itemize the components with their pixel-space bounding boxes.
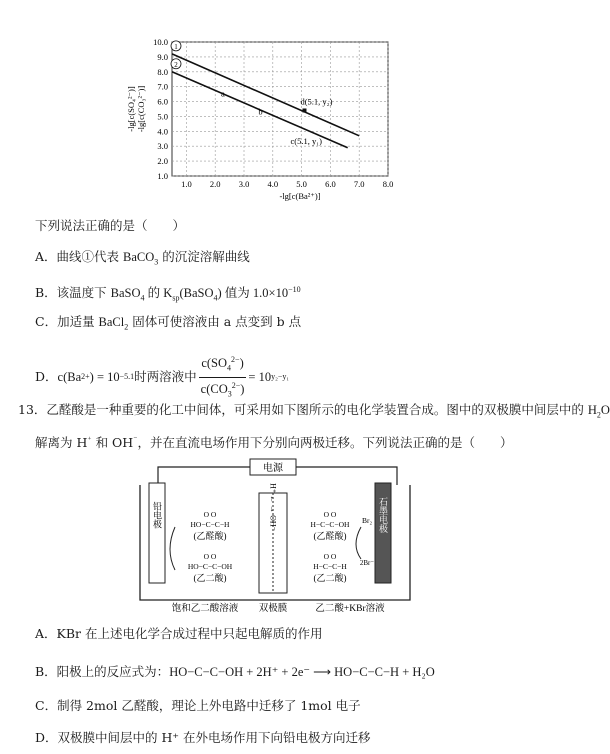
- q13-stem-line1: 13．乙醛酸是一种重要的化工中间体，可采用如下图所示的电化学装置合成。图中的双极膜中间层中的 $H_2O$: [18, 402, 610, 420]
- y-tick-label: 2.0: [157, 156, 168, 167]
- y-axis-label-top: -lg[c(SO₄²⁻)]: [126, 86, 136, 132]
- x-tick-label: 3.0: [238, 179, 250, 189]
- y-tick-label: 3.0: [157, 141, 168, 152]
- x-axis-label: -lg[c(Ba²⁺)]: [279, 191, 321, 201]
- left-oxalic-structure: HO−C−C−OH: [187, 562, 233, 571]
- electrochemical-cell-diagram: [135, 455, 420, 615]
- q13-stem-line2: 解离为 H⁺ 和 OH⁻，并在直流电场作用下分别向两极迁移。下列说法正确的是（ ）: [35, 435, 513, 451]
- left-glyoxylic-structure: O O: [203, 510, 217, 519]
- x-tick-label: 6.0: [325, 179, 336, 189]
- membrane-label: 双极膜: [258, 604, 288, 614]
- y-tick-label: 10.0: [153, 37, 168, 47]
- x-tick-label: 1.0: [181, 179, 192, 189]
- x-tick-label: 4.0: [267, 179, 279, 189]
- br2-label: Br₂: [361, 516, 373, 525]
- membrane-ions: H⁺ ← → OH⁻: [268, 483, 278, 531]
- svg-text:O O: O O: [323, 552, 337, 561]
- point-label: c(5.1, y₁): [290, 135, 323, 146]
- y-tick-label: 7.0: [157, 81, 168, 92]
- lead-electrode-label: 铅电极: [152, 501, 162, 529]
- plot-frame: [172, 42, 388, 176]
- svg-text:O O: O O: [323, 510, 337, 519]
- q13-option-c: C．制得 2mol 乙醛酸，理论上外电路中迁移了 1mol 电子: [35, 698, 361, 713]
- series-name-2: 2: [174, 60, 178, 69]
- x-tick-label: 7.0: [353, 179, 365, 189]
- q12-option-a: A．曲线①代表 BaCO$_3$ 的沉淀溶解曲线: [35, 249, 250, 267]
- svg-text:HO−C−C−H: HO−C−C−H: [190, 520, 230, 529]
- right-glyoxylic-structure: H−C−C−OH: [310, 520, 350, 529]
- point-label: b: [258, 106, 263, 117]
- graphite-electrode-label: 石墨电极: [378, 497, 388, 533]
- point-marker-d: [302, 108, 306, 112]
- svg-text:O O: O O: [203, 552, 217, 561]
- q12-stem: 下列说法正确的是（ ）: [35, 218, 186, 233]
- right-solution-label: 乙二酸+KBr溶液: [315, 604, 385, 614]
- y-tick-label: 4.0: [157, 126, 168, 137]
- y-tick-label: 1.0: [157, 171, 168, 181]
- power-label: 电源: [263, 463, 283, 474]
- left-glyoxylic-label: (乙醛酸): [193, 531, 227, 541]
- solubility-chart: [120, 0, 420, 200]
- fraction: $\frac{c(SO_4^{2-})}{c(CO_3^{2-})}$: [199, 352, 247, 402]
- q12-option-b: B．该温度下 BaSO$_4$ 的 $K_{sp}(BaSO_4)$ 值为 $1.0\times 10^{-10}$: [35, 285, 301, 303]
- right-cycle-arrow: [356, 527, 361, 559]
- y-tick-label: 8.0: [157, 66, 168, 77]
- y-axis-label-bottom: -lg[c(CO₃²⁻)]: [136, 85, 146, 133]
- y-tick-label: 9.0: [157, 51, 168, 62]
- x-tick-label: 2.0: [209, 179, 221, 189]
- lead-electrode: [149, 483, 165, 583]
- right-oxalic-label: (乙二酸): [313, 573, 347, 583]
- y-tick-label: 6.0: [157, 96, 168, 107]
- left-oxalic-label: (乙二酸): [193, 573, 227, 583]
- series-name-1: 1: [174, 42, 178, 51]
- left-solution-label: 饱和乙二酸溶液: [171, 604, 239, 614]
- left-cycle-arrow: [170, 527, 175, 570]
- q12-option-d: D． c(Ba 2+ ) = 10 −5.1 时两溶液中 $\frac{c(SO_4^{2-})}{c(CO_3^{2-})}$ = 10 y₂−y₁: [35, 352, 289, 402]
- q12-option-c: C．加适量 BaCl$_2$ 固体可使溶液由 a 点变到 b 点: [35, 314, 302, 332]
- right-glyoxylic-label: (乙醛酸): [313, 531, 347, 541]
- x-tick-label: 5.0: [296, 179, 307, 189]
- point-label: a: [220, 88, 225, 99]
- x-tick-label: 8.0: [382, 179, 394, 189]
- right-oxalic-structure: H−C−C−H: [313, 562, 347, 571]
- y-tick-label: 5.0: [157, 111, 168, 122]
- br-minus-label: 2Br⁻: [359, 559, 375, 567]
- point-label: d(5.1, y₂): [300, 96, 333, 107]
- q13-option-b: B．阳极上的反应式为：HO−C−C−OH + 2H⁺ + 2e⁻ ⟶ HO−C−C−H + H₂O: [35, 664, 435, 679]
- q13-option-d: D．双极膜中间层中的 H⁺ 在外电场作用下向铅电极方向迁移: [35, 730, 371, 745]
- q13-option-a: A．KBr 在上述电化学合成过程中只起电解质的作用: [35, 626, 323, 641]
